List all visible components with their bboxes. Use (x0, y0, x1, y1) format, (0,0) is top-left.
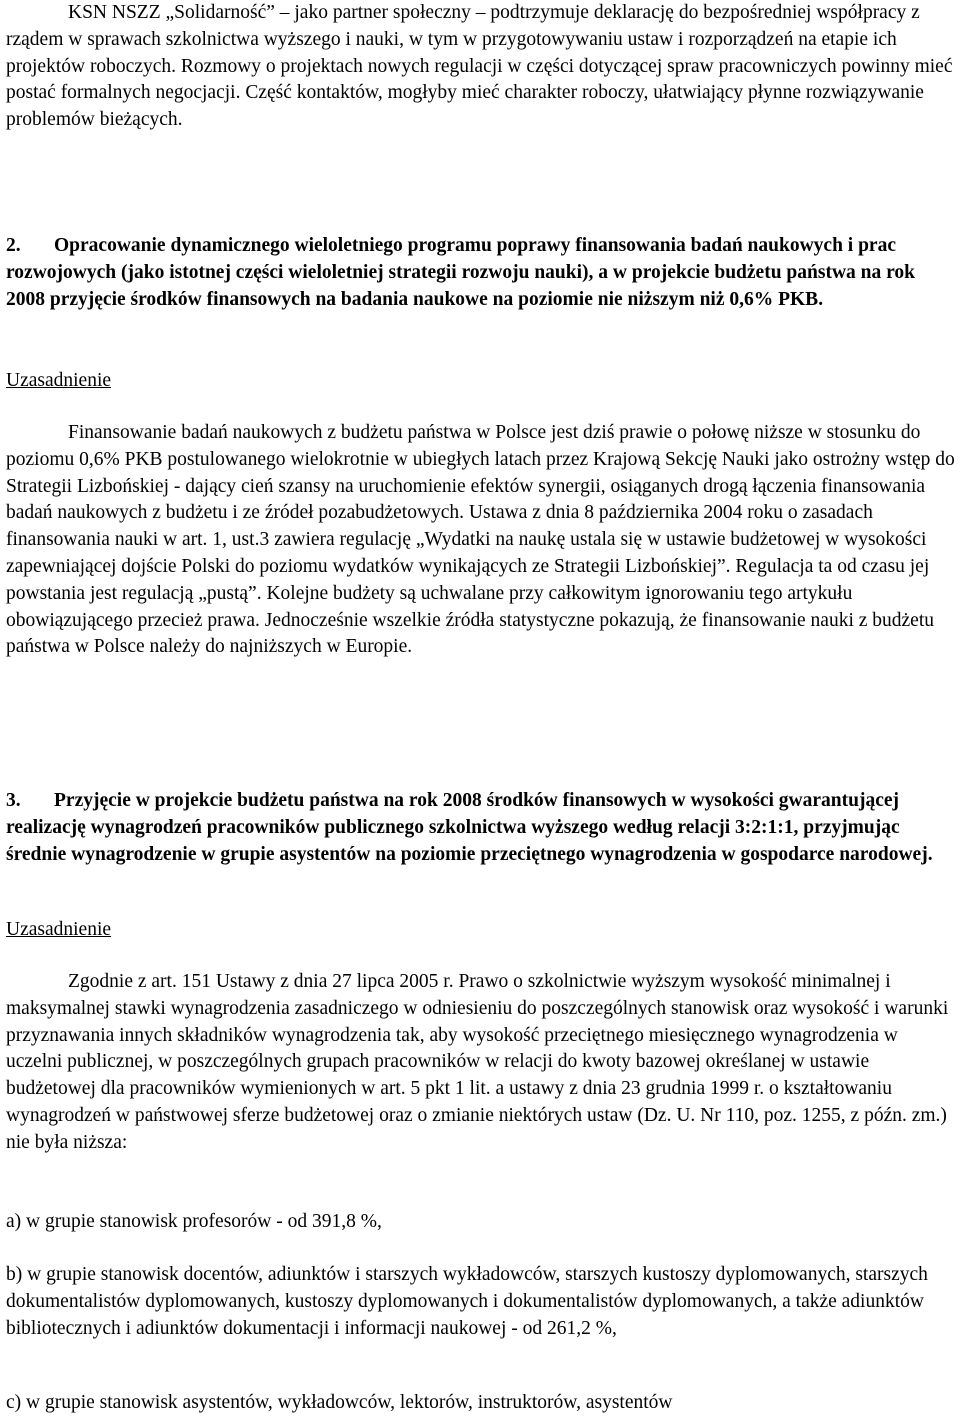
section-3-heading-text: Przyjęcie w projekcie budżetu państwa na rok 2008 środków finansowych w wysokości gwarantującej realizację wynagrodzeń pracowników publicznego szkolnictwa wyższego według relacji 3:2:1:1, przyjmując średnie wynagrodzenie w grupie asystentów na poziomie przeciętnego wynagrodzenia w gospodarce narodowej. (6, 790, 933, 865)
section-3-number: 3. (6, 790, 21, 811)
list-item-b: b) w grupie stanowisk docentów, adiunktów i starszych wykładowców, starszych kustoszy dyplomowanych, starszych dokumentalistów dyplomowanych, kustoszy dyplomowanych i dokumentalistów dyplomowanych, a także adiunktów bibliotecznych i adiunktów dokumentacji i informacji naukowej - od 261,2 %, (6, 1264, 928, 1339)
section-3-justification-label: Uzasadnienie (6, 919, 112, 940)
section-2-heading-text: Opracowanie dynamicznego wieloletniego programu poprawy finansowania badań naukowych i prac rozwojowych (jako istotnej części wieloletniej strategii rozwoju nauki), a w projekcie budżetu państwa na rok 2008 przyjęcie środków finansowych na badania naukowe na poziomie nie niższym niż 0,6% PKB. (6, 235, 916, 310)
section-3-body: Zgodnie z art. 151 Ustawy z dnia 27 lipca 2005 r. Prawo o szkolnictwie wyższym wysokość minimalnej i maksymalnej stawki wynagrodzenia zasadniczego w odniesieniu do poszczególnych stanowisk oraz wysokość i warunki przyznawania innych składników wynagrodzenia tak, aby wysokość przeciętnego miesięcznego wynagrodzenia w uczelni publicznej, w poszczególnych grupach pracowników w relacji do kwoty bazowej określanej w ustawie budżetowej dla pracowników wymienionych w art. 5 pkt 1 lit. a ustawy z dnia 23 grudnia 1999 r. o kształtowaniu wynagrodzeń w państwowej sferze budżetowej oraz o zmianie niektórych ustaw (Dz. U. Nr 110, poz. 1255, z późn. zm.) nie była niższa: (6, 971, 949, 1153)
intro-paragraph: KSN NSZZ „Solidarność” – jako partner społeczny – podtrzymuje deklarację do bezpośredniej współpracy z rządem w sprawach szkolnictwa wyższego i nauki, w tym w przygotowywaniu ustaw i rozporządzeń na etapie ich projektów roboczych. Rozmowy o projektach nowych regulacji w części dotyczącej spraw pracowniczych powinny mieć postać formalnych negocjacji. Część kontaktów, mogłyby mieć charakter roboczy, ułatwiający płynne rozwiązywanie problemów bieżących. (6, 2, 953, 131)
section-2-justification-label: Uzasadnienie (6, 370, 112, 391)
section-2-heading (6, 233, 958, 313)
section-2-number: 2. (6, 235, 21, 256)
list-item-a: a) w grupie stanowisk profesorów - od 391,8 %, (6, 1211, 382, 1232)
section-2-body: Finansowanie badań naukowych z budżetu państwa w Polsce jest dziś prawie o połowę niższe w stosunku do poziomu 0,6% PKB postulowanego wielokrotnie w ubiegłych latach przez Krajową Sekcję Nauki jako ostrożny wstęp do Strategii Lizbońskiej - dający cień szansy na uruchomienie efektów synergii, osiąganych drogą łączenia finansowania badań naukowych z budżetu i ze źródeł pozabudżetowych. Ustawa z dnia 8 października 2004 roku o zasadach finansowania nauki w art. 1, ust.3 zawiera regulację „Wydatki na naukę ustala się w ustawie budżetowej w wysokości zapewniającej dojście Polski do poziomu wydatków wynikających ze Strategii Lizbońskiej”. Regulacja ta od czasu jej powstania jest regulacją „pustą”. Kolejne budżety są uchwalane przy całkowitym ignorowaniu tego artykułu obowiązującego przecież prawa. Jednocześnie wszelkie źródła statystyczne pokazują, że finansowanie nauki z budżetu państwa w Polsce należy do najniższych w Europie. (6, 422, 955, 658)
list-item-c: c) w grupie stanowisk asystentów, wykładowców, lektorów, instruktorów, asystentów (6, 1392, 673, 1413)
section-3-heading (6, 788, 958, 868)
